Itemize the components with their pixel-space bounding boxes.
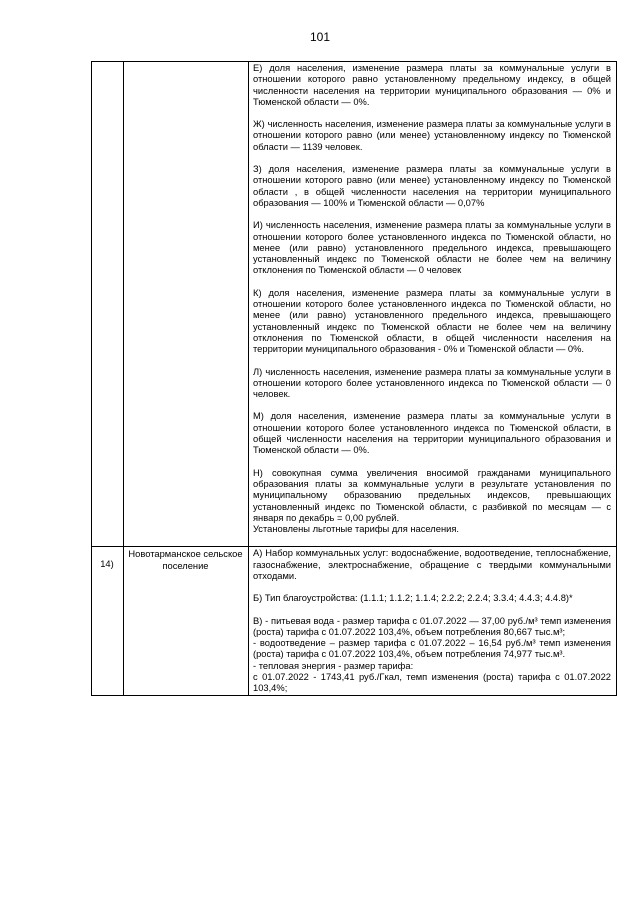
paragraph-v-water: В) - питьевая вода - размер тарифа с 01.07.2022 — 37,00 руб./м³ темп изменения (роста) тарифа с 01.07.2022 103,4%, объем потребления 80,667 тыс.м³; — [253, 615, 611, 637]
content-cell — [249, 547, 617, 695]
settlement-name: Новотарманское сельское поселение — [124, 547, 249, 695]
page-number: 101 — [309, 30, 331, 44]
benefit-tariffs-note: Установлены льготные тарифы для населения. — [253, 524, 459, 535]
paragraph-k: К) доля населения, изменение размера платы за коммунальные услуги в отношении которого более установленного индекса по Тюменской области, но менее (или равно) установленного предельного индекса, превышающего установленный индекс по Тюменской области не более чем на величину отклонения по Тюменской области, в общей численности населения на территории муниципального образования - 0% и Тюменской области — 0%. — [253, 287, 611, 355]
paragraph-m: М) доля населения, изменение размера платы за коммунальные услуги в отношении которого более установленного индекса по Тюменской области, в общей численности населения на территории муниципального образования и Тюменской области — 0%. — [253, 411, 611, 456]
paragraph-a: А) Набор коммунальных услуг: водоснабжение, водоотведение, теплоснабжение, газоснабжение, электроснабжение, обращение с твердыми коммунальными отходами. — [253, 548, 611, 581]
paragraph-v-sewage: - водоотведение – размер тарифа с 01.07.2022 – 16,54 руб./м³ темп изменения (роста) тарифа с 01.07.2022 103,4%, объем потребления 74,977 тыс.м³. — [253, 638, 611, 660]
paragraph-zh: Ж) численность населения, изменение размера платы за коммунальные услуги в отношении которого равно (или менее) установленному индексу по Тюменской области — 1139 человек. — [253, 119, 611, 152]
paragraph-e: Е) доля населения, изменение размера платы за коммунальные услуги в отношении которого равно установленному предельному индексу, в общей численности населения на территории муниципального образования — 0% и Тюменской области — 0%. — [253, 63, 611, 107]
paragraph-l: Л) численность населения, изменение размера платы за коммунальные услуги в отношении которого более установленного индекса по Тюменской области — 0 человек. — [253, 366, 611, 400]
row-number: 14) — [92, 547, 124, 695]
paragraph-i: И) численность населения, изменение размера платы за коммунальные услуги в отношении которого более установленного индекса по Тюменской области, но менее (или равно) установленного предельного индекса, превышающего установленный индекс по Тюменской области не более чем на величину отклонения по Тюменской области — 0 человек — [253, 220, 611, 276]
paragraph-v-heat-tariff: с 01.07.2022 - 1743,41 руб./Гкал, темп изменения (роста) тарифа с 01.07.2022 103,4%; — [253, 672, 611, 694]
paragraph-v-heat: - тепловая энергия - размер тарифа: — [253, 660, 414, 671]
document-table — [91, 61, 617, 696]
settlement-cell — [124, 62, 249, 547]
paragraph-z: З) доля населения, изменение размера платы за коммунальные услуги в отношении которого равно (или менее) установленному индексу по Тюменской области , в общей численности населения на территории муниципального образования — 100% и Тюменской области — 0,07% — [253, 164, 611, 208]
paragraph-b: Б) Тип благоустройства: (1.1.1; 1.1.2; 1.1.4; 2.2.2; 2.2.4; 3.3.4; 4.4.3; 4.4.8)* — [253, 593, 573, 604]
number-cell — [92, 62, 124, 547]
paragraph-n: Н) совокупная сумма увеличения вносимой гражданами муниципального образования платы за коммунальные услуги в результате установления по муниципальному образованию предельных индексов, превышающих установленный индекс по Тюменской области, с разбивкой по месяцам — с января по декабрь = 0,00 рублей. — [253, 467, 611, 523]
content-cell — [249, 62, 617, 547]
table-row — [92, 547, 617, 695]
table-row — [92, 62, 617, 547]
